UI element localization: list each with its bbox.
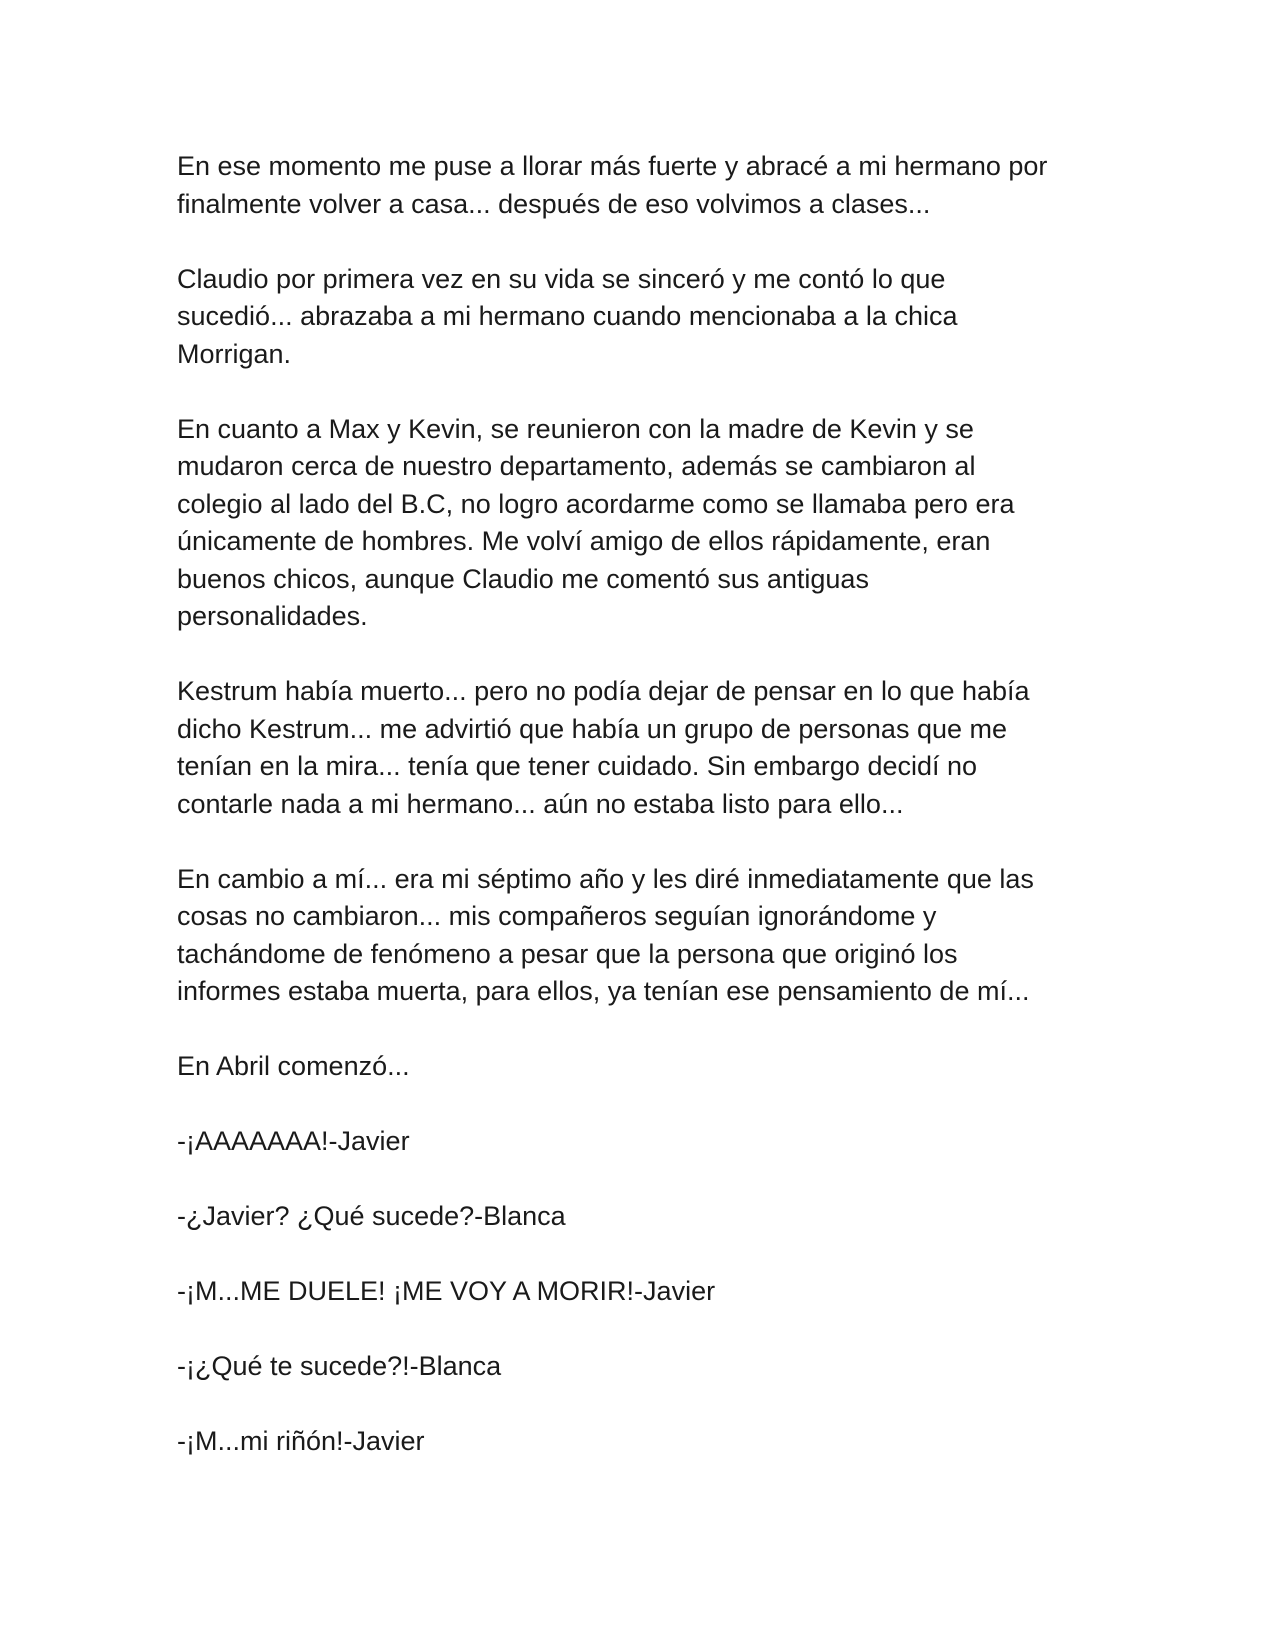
text-line: -¡M...ME DUELE! ¡ME VOY A MORIR!-Javier	[177, 1276, 716, 1306]
text-line: colegio al lado del B.C, no logro acordarme como se llamaba pero era	[177, 488, 1015, 519]
text-line: En ese momento me puse a llorar más fuerte y abracé a mi hermano por	[177, 151, 1048, 181]
text-line: En cuanto a Max y Kevin, se reunieron con la madre de Kevin y se	[177, 413, 974, 444]
dialogue-line-5	[177, 1423, 1097, 1461]
text-line: únicamente de hombres. Me volví amigo de ellos rápidamente, eran	[177, 526, 991, 556]
text-line: -¡¿Qué te sucede?!-Blanca	[177, 1351, 502, 1381]
text-line: personalidades.	[177, 601, 368, 631]
text-line: En cambio a mí... era mi séptimo año y les diré inmediatamente que las	[177, 863, 1034, 894]
text-line: informes estaba muerta, para ellos, ya tenían ese pensamiento de mí...	[177, 976, 1030, 1006]
text-line: -¿Javier? ¿Qué sucede?-Blanca	[177, 1201, 566, 1231]
text-line: finalmente volver a casa... después de eso volvimos a clases...	[177, 188, 931, 219]
text-line: -¡AAAAAAA!-Javier	[177, 1126, 410, 1156]
dialogue-line-3	[177, 1273, 1097, 1311]
text-line: Kestrum había muerto... pero no podía dejar de pensar en lo que había	[177, 676, 1030, 706]
dialogue-line-1	[177, 1123, 1097, 1161]
paragraph-3	[177, 411, 1097, 636]
text-line: tachándome de fenómeno a pesar que la persona que originó los	[177, 938, 958, 969]
text-line: tenían en la mira... tenía que tener cuidado. Sin embargo decidí no	[177, 751, 978, 781]
text-line: sucedió... abrazaba a mi hermano cuando mencionaba a la chica	[177, 301, 958, 331]
text-line: En Abril comenzó...	[177, 1051, 410, 1081]
text-line: -¡M...mi riñón!-Javier	[177, 1426, 425, 1456]
paragraph-6	[177, 1048, 1097, 1086]
text-line: Morrigan.	[177, 338, 292, 369]
text-line: contarle nada a mi hermano... aún no estaba listo para ello...	[177, 788, 904, 819]
document-body	[177, 148, 1097, 1498]
text-line: cosas no cambiaron... mis compañeros seguían ignorándome y	[177, 901, 937, 931]
paragraph-5	[177, 861, 1097, 1011]
paragraph-4	[177, 673, 1097, 823]
text-line: dicho Kestrum... me advirtió que había un grupo de personas que me	[177, 713, 1007, 744]
paragraph-1	[177, 148, 1097, 223]
dialogue-line-2	[177, 1198, 1097, 1236]
dialogue-line-4	[177, 1348, 1097, 1386]
paragraph-2	[177, 261, 1097, 374]
text-line: mudaron cerca de nuestro departamento, además se cambiaron al	[177, 451, 976, 481]
text-line: Claudio por primera vez en su vida se sinceró y me contó lo que	[177, 263, 946, 294]
text-line: buenos chicos, aunque Claudio me comentó sus antiguas	[177, 563, 869, 594]
